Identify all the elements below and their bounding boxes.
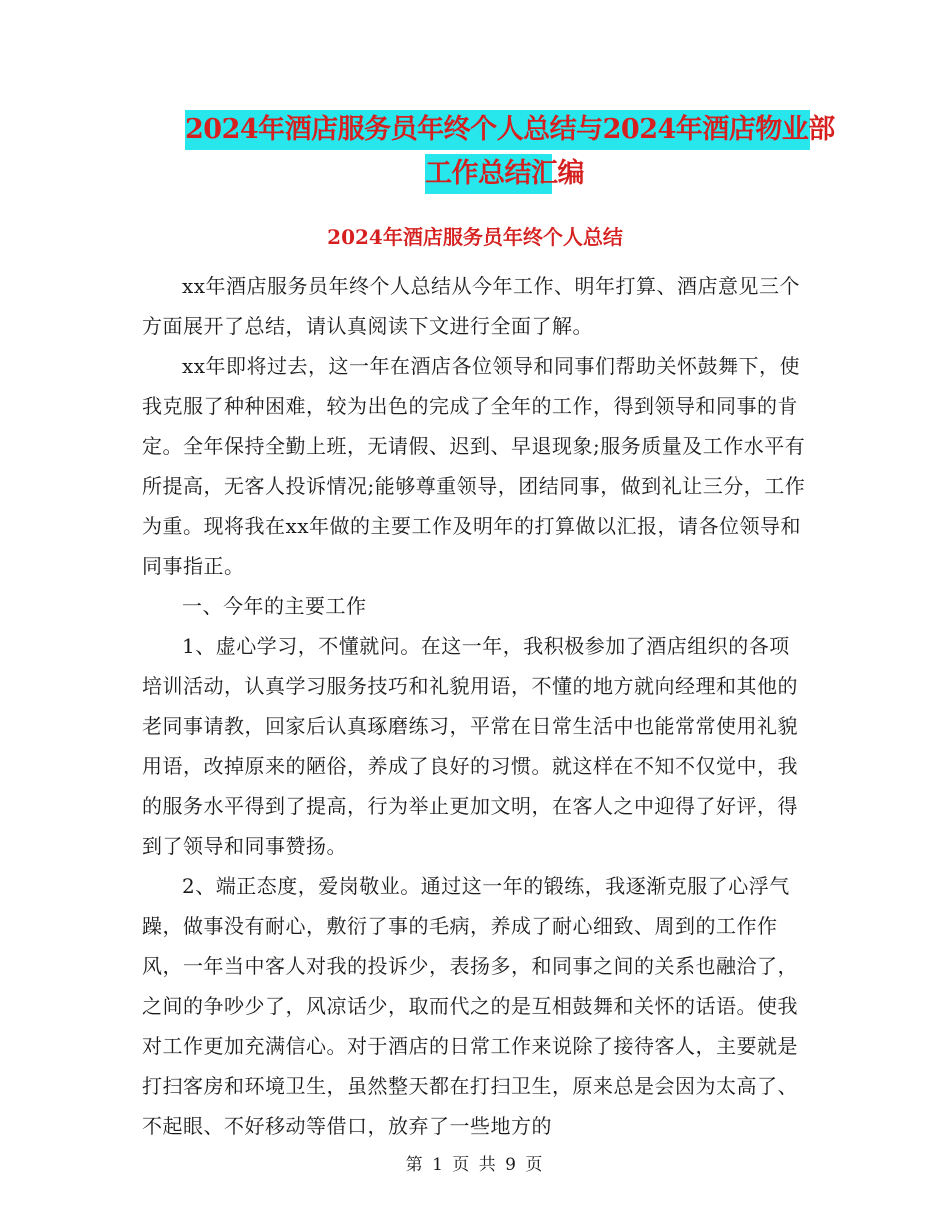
page-footer: 第 1 页 共 9 页 (405, 1155, 545, 1175)
document-title-line-1: 2024年酒店服务员年终个人总结与2024年酒店物业部 (185, 110, 810, 150)
document-title-line-2: 工作总结汇编 (425, 154, 552, 194)
paragraph-item-1: 1、虚心学习，不懂就问。在这一年，我积极参加了酒店组织的各项培训活动，认真学习服务技巧和礼貌用语，不懂的地方就向经理和其他的老同事请教，回家后认真琢磨练习，平常在日常生活中也能常常使用礼貌用语，改掉原来的陋俗，养成了良好的习惯。就这样在不知不仅觉中，我的服务水平得到了提高，行为举止更加文明，在客人之中迎得了好评，得到了领导和同事赞扬。 (142, 634, 798, 858)
section-heading-main-work: 一、今年的主要工作 (182, 594, 367, 618)
section-title: 2024年酒店服务员年终个人总结 (327, 225, 623, 249)
paragraph-intro: xx年酒店服务员年终个人总结从今年工作、明年打算、酒店意见三个方面展开了总结，请认真阅读下文进行全面了解。 (142, 274, 801, 338)
paragraph-summary: xx年即将过去，这一年在酒店各位领导和同事们帮助关怀鼓舞下，使我克服了种种困难，较为出色的完成了全年的工作，得到领导和同事的肯定。全年保持全勤上班，无请假、迟到、早退现象;服务质量及工作水平有所提高，无客人投诉情况;能够尊重领导，团结同事，做到礼让三分，工作为重。现将我在xx年做的主要工作及明年的打算做以汇报，请各位领导和同事指正。 (142, 354, 806, 578)
document-body (142, 266, 810, 1146)
paragraph-item-2: 2、端正态度，爱岗敬业。通过这一年的锻练，我逐渐克服了心浮气躁，做事没有耐心，敷衍了事的毛病，养成了耐心细致、周到的工作作风，一年当中客人对我的投诉少，表扬多，和同事之间的关系也融洽了，之间的争吵少了，风凉话少，取而代之的是互相鼓舞和关怀的话语。使我对工作更加充满信心。对于酒店的日常工作来说除了接待客人，主要就是打扫客房和环境卫生，虽然整天都在打扫卫生，原来总是会因为太高了、不起眼、不好移动等借口，放弃了一些地方的 (142, 874, 798, 1138)
